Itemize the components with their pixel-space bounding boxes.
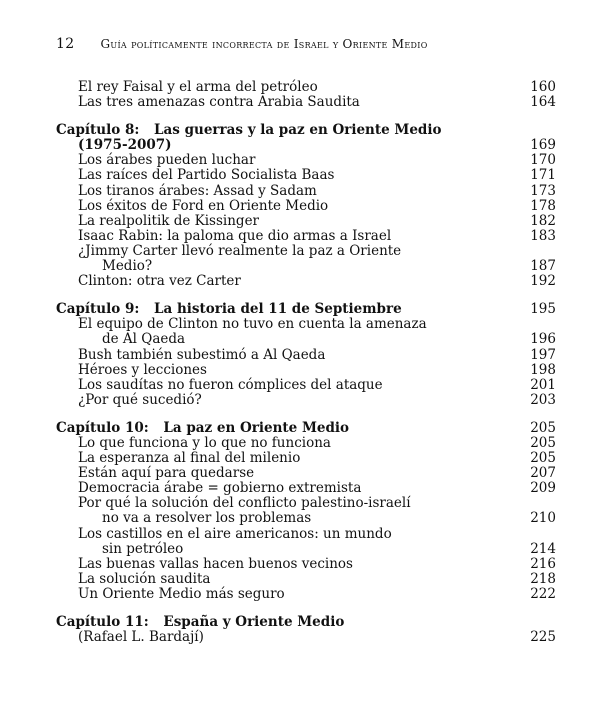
toc-entry-page: 222 xyxy=(530,585,556,602)
toc-entry-title: El equipo de Clinton no tuvo en cuenta la amenaza xyxy=(78,316,427,333)
toc-entry-page: 205 xyxy=(530,450,556,467)
chapter-heading xyxy=(56,123,556,138)
toc-entry-title-continuation: no va a resolver los problemas xyxy=(102,510,312,527)
page-number: 12 xyxy=(56,36,75,52)
toc-entry-title: ¿Por qué sucedió? xyxy=(78,391,202,408)
chapter-heading xyxy=(56,421,556,436)
toc-entry-page: 203 xyxy=(530,391,556,408)
toc-entry xyxy=(56,451,556,466)
toc-entry xyxy=(56,80,556,95)
toc-entry xyxy=(56,317,556,332)
toc-entry-page: 182 xyxy=(530,212,556,229)
toc-entry-page: 216 xyxy=(530,555,556,572)
chapter-page: 205 xyxy=(530,419,556,436)
toc-entry-page: 164 xyxy=(530,94,556,111)
toc-entry xyxy=(56,587,556,602)
chapter-heading-continuation xyxy=(56,138,556,153)
toc-entry-title: Los castillos en el aire americanos: un mundo xyxy=(78,525,392,542)
chapter-label: Capítulo 8: xyxy=(56,122,140,139)
toc-entry xyxy=(56,481,556,496)
chapter-page: 169 xyxy=(530,137,556,154)
toc-entry xyxy=(56,393,556,408)
toc-entry xyxy=(56,168,556,183)
toc-entry xyxy=(56,557,556,572)
toc-entry-title: Los tiranos árabes: Assad y Sadam xyxy=(78,182,317,199)
toc-section xyxy=(56,80,556,110)
toc-entry-page: 218 xyxy=(530,570,556,587)
chapter-title: La historia del 11 de Septiembre xyxy=(154,301,402,318)
toc-chapter-9 xyxy=(56,302,556,408)
toc-entry-page: 171 xyxy=(530,167,556,184)
toc-entry-continuation xyxy=(56,259,556,274)
toc-entry-page: 187 xyxy=(530,258,556,275)
toc-entry-continuation xyxy=(56,542,556,557)
toc-entry-title: La solución saudita xyxy=(78,570,211,587)
toc-entry-page: 210 xyxy=(530,510,556,527)
toc-entry-page: 205 xyxy=(530,434,556,451)
toc-entry-page: 178 xyxy=(530,197,556,214)
toc-entry-page: 214 xyxy=(530,540,556,557)
toc-entry-title: Bush también subestimó a Al Qaeda xyxy=(78,346,326,363)
chapter-title: La paz en Oriente Medio xyxy=(163,419,350,436)
chapter-label: Capítulo 11: xyxy=(56,614,149,630)
toc-entry-title: Las raíces del Partido Socialista Baas xyxy=(78,167,335,184)
toc-entry-page: 183 xyxy=(530,227,556,244)
toc-entry-title: Un Oriente Medio más seguro xyxy=(78,585,285,602)
chapter-page: 195 xyxy=(530,301,556,318)
toc-chapter-11 xyxy=(56,615,556,645)
toc-entry-page: 225 xyxy=(530,629,556,646)
toc-entry xyxy=(56,527,556,542)
toc-entry-title: Democracia árabe = gobierno extremista xyxy=(78,480,362,497)
toc-entry-title: Por qué la solución del conflicto palestino-israelí xyxy=(78,495,411,512)
toc-entry-page: 196 xyxy=(530,331,556,348)
toc-entry xyxy=(56,153,556,168)
toc-entry xyxy=(56,229,556,244)
table-of-contents xyxy=(56,80,556,658)
toc-entry-title: Clinton: otra vez Carter xyxy=(78,273,241,290)
toc-entry-page: 201 xyxy=(530,376,556,393)
toc-entry-title: La esperanza al final del milenio xyxy=(78,450,301,467)
toc-entry xyxy=(56,95,556,110)
toc-entry-page: 173 xyxy=(530,182,556,199)
toc-entry xyxy=(56,572,556,587)
toc-entry-page: 192 xyxy=(530,273,556,290)
toc-entry-title-continuation: sin petróleo xyxy=(102,540,184,557)
chapter-heading xyxy=(56,615,556,630)
toc-entry-page: 198 xyxy=(530,361,556,378)
toc-entry-title: Las tres amenazas contra Arabia Saudita xyxy=(78,94,360,111)
toc-entry-page: 207 xyxy=(530,465,556,482)
chapter-title-continuation: (1975-2007) xyxy=(78,137,172,154)
toc-entry xyxy=(56,348,556,363)
toc-entry-title-continuation: de Al Qaeda xyxy=(102,331,186,348)
toc-entry-title: Las buenas vallas hacen buenos vecinos xyxy=(78,555,353,572)
toc-entry-title: El rey Faisal y el arma del petróleo xyxy=(78,79,318,95)
toc-entry-title: Isaac Rabin: la paloma que dio armas a Israel xyxy=(78,227,392,244)
toc-entry xyxy=(56,214,556,229)
toc-entry-title: ¿Jimmy Carter llevó realmente la paz a Oriente xyxy=(78,242,402,259)
toc-entry xyxy=(56,378,556,393)
toc-entry-title: Los saudítas no fueron cómplices del ataque xyxy=(78,376,383,393)
toc-entry xyxy=(56,274,556,289)
toc-entry xyxy=(56,436,556,451)
page-header xyxy=(56,36,560,52)
toc-entry xyxy=(56,630,556,645)
toc-entry-page: 160 xyxy=(530,79,556,95)
chapter-label: Capítulo 9: xyxy=(56,301,140,318)
toc-entry-title: Lo que funciona y lo que no funciona xyxy=(78,434,331,451)
toc-chapter-10 xyxy=(56,421,556,602)
toc-entry xyxy=(56,244,556,259)
toc-entry xyxy=(56,199,556,214)
toc-entry-page: 170 xyxy=(530,152,556,169)
toc-entry-title: Héroes y lecciones xyxy=(78,361,207,378)
toc-entry xyxy=(56,363,556,378)
toc-entry xyxy=(56,184,556,199)
toc-entry xyxy=(56,466,556,481)
toc-entry-title: Los árabes pueden luchar xyxy=(78,152,256,169)
chapter-title: Las guerras y la paz en Oriente Medio xyxy=(154,122,442,139)
toc-entry-title: (Rafael L. Bardají) xyxy=(78,629,204,646)
toc-entry-continuation xyxy=(56,511,556,526)
chapter-title: España y Oriente Medio xyxy=(163,614,345,630)
toc-entry-title: Los éxitos de Ford en Oriente Medio xyxy=(78,197,329,214)
toc-entry-continuation xyxy=(56,332,556,347)
toc-entry-title: Están aquí para quedarse xyxy=(78,465,255,482)
toc-entry-title-continuation: Medio? xyxy=(102,258,153,275)
running-title: Guía políticamente incorrecta de Israel y Oriente Medio xyxy=(100,37,428,51)
toc-entry xyxy=(56,496,556,511)
toc-entry-page: 197 xyxy=(530,346,556,363)
toc-entry-page: 209 xyxy=(530,480,556,497)
chapter-heading xyxy=(56,302,556,317)
toc-entry-title: La realpolitik de Kissinger xyxy=(78,212,260,229)
toc-chapter-8 xyxy=(56,123,556,289)
chapter-label: Capítulo 10: xyxy=(56,419,149,436)
